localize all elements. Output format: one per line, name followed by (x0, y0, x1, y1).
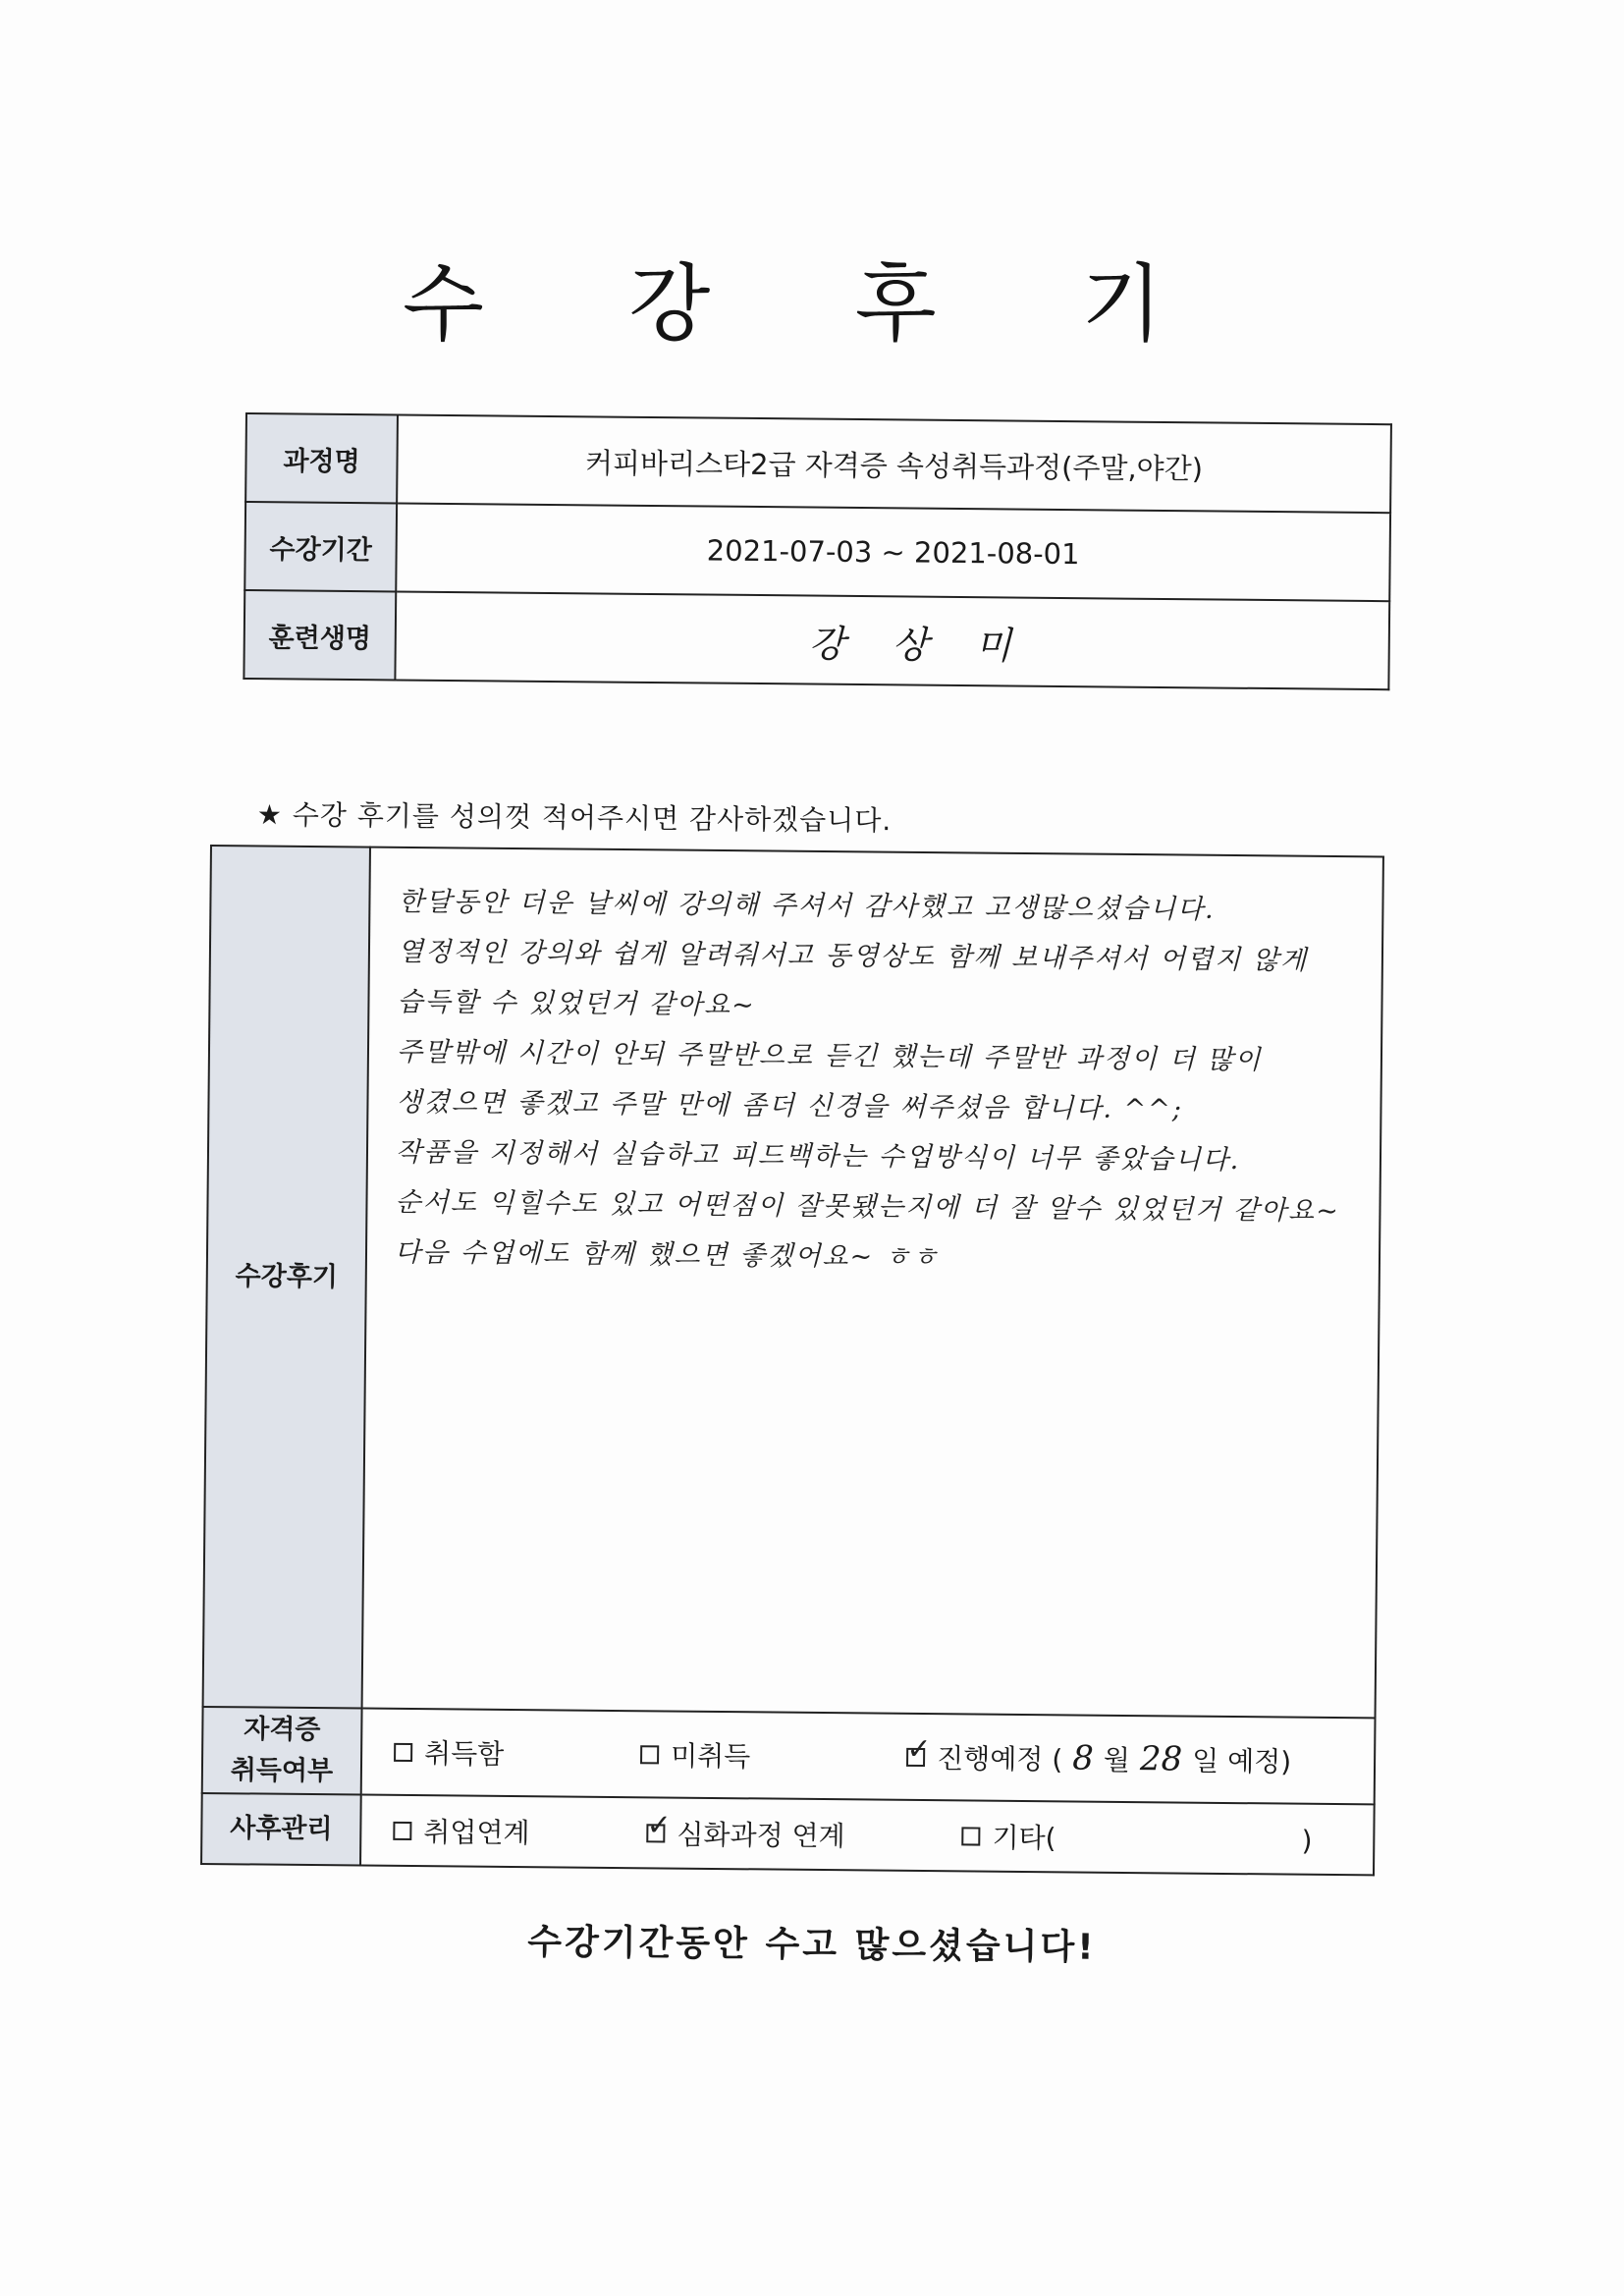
month-unit: 월 (1103, 1743, 1131, 1777)
review-line: 작품을 지정해서 실습하고 피드백하는 수업방식이 너무 좋았습니다. (395, 1136, 1241, 1176)
checkbox-job-link[interactable] (393, 1821, 411, 1839)
option-job-link-label: 취업연계 (423, 1816, 530, 1850)
review-table (200, 845, 1384, 1876)
expected-day: 28 (1139, 1739, 1183, 1779)
document-title: 수 강 후 기 (402, 255, 1222, 354)
checkbox-advanced-course[interactable] (646, 1807, 672, 1843)
period-value: 2021-07-03 ~ 2021-08-01 (396, 503, 1390, 601)
review-line: 순서도 익힐수도 있고 어떤점이 잘못됐는지에 더 잘 알수 있었던거 같아요~ (395, 1186, 1340, 1228)
course-value: 커피바리스타2급 자격증 속성취득과정(주말,야간) (397, 414, 1391, 513)
review-line: 다음 수업에도 함께 했으면 좋겠어요~ ㅎㅎ (394, 1236, 941, 1274)
option-advanced-course-label: 심화과정 연계 (677, 1818, 845, 1853)
checkbox-other[interactable] (961, 1827, 980, 1845)
checkbox-in-progress[interactable] (906, 1731, 932, 1767)
trainee-name-handwritten: 강 상 미 (395, 591, 1389, 689)
option-obtained[interactable] (394, 1732, 505, 1773)
option-not-obtained-label: 미취득 (671, 1739, 751, 1774)
instruction-note: ★ 수강 후기를 성의껏 적어주시면 감사하겠습니다. (256, 797, 893, 838)
option-advanced-course[interactable] (646, 1807, 845, 1854)
checkmark-icon: ✓ (906, 1731, 932, 1767)
closing-message: 수강기간동안 수고 많으셨습니다! (527, 1922, 1097, 1968)
option-not-obtained[interactable] (640, 1734, 751, 1775)
trainee-row (244, 590, 1389, 689)
option-other-close: ) (1301, 1824, 1313, 1857)
review-label: 수강후기 (203, 846, 370, 1709)
course-info-table (243, 412, 1392, 690)
option-in-progress-label: 진행예정 ( (937, 1742, 1063, 1777)
course-label: 과정명 (245, 413, 398, 503)
certification-label (202, 1707, 362, 1795)
review-line: 한달동안 더운 날씨에 강의해 주셔서 감사했고 고생많으셨습니다. (398, 886, 1216, 925)
certification-label-line2: 취득여부 (230, 1755, 334, 1787)
review-body (362, 847, 1383, 1719)
followup-options (360, 1795, 1375, 1876)
checkmark-icon: ✓ (646, 1807, 672, 1843)
trainee-name-label: 훈련생명 (244, 590, 396, 680)
review-line: 열정적인 강의와 쉽게 알려줘서고 동영상도 함께 보내주셔서 어렵지 않게 (397, 936, 1309, 976)
other-blank (1056, 1847, 1301, 1849)
followup-row (201, 1793, 1375, 1875)
expected-month: 8 (1072, 1738, 1095, 1778)
day-unit: 일 예정) (1192, 1744, 1292, 1778)
option-other[interactable] (961, 1816, 1312, 1858)
checkbox-obtained[interactable] (394, 1742, 412, 1761)
option-in-progress[interactable] (906, 1731, 1292, 1780)
certification-label-line1: 자격증 (244, 1714, 321, 1746)
certification-options (361, 1709, 1376, 1805)
option-obtained-label: 취득함 (423, 1737, 505, 1771)
review-line: 습득할 수 있었던거 같아요~ (397, 986, 756, 1021)
followup-label: 사후관리 (201, 1793, 361, 1866)
checkbox-not-obtained[interactable] (640, 1745, 659, 1764)
handwritten-review (395, 878, 1365, 1286)
certification-row (202, 1707, 1376, 1804)
option-job-link[interactable] (393, 1811, 530, 1851)
review-line: 주말밖에 시간이 안되 주말반으로 듣긴 했는데 주말반 과정이 더 많이 (396, 1036, 1263, 1076)
period-row (244, 502, 1390, 601)
period-label: 수강기간 (244, 502, 397, 591)
review-line: 생겼으면 좋겠고 주말 만에 좀더 신경을 써주셨음 합니다. ^^; (396, 1086, 1184, 1125)
review-row (203, 846, 1383, 1718)
option-other-label: 기타( (992, 1821, 1056, 1855)
course-row (245, 413, 1391, 513)
